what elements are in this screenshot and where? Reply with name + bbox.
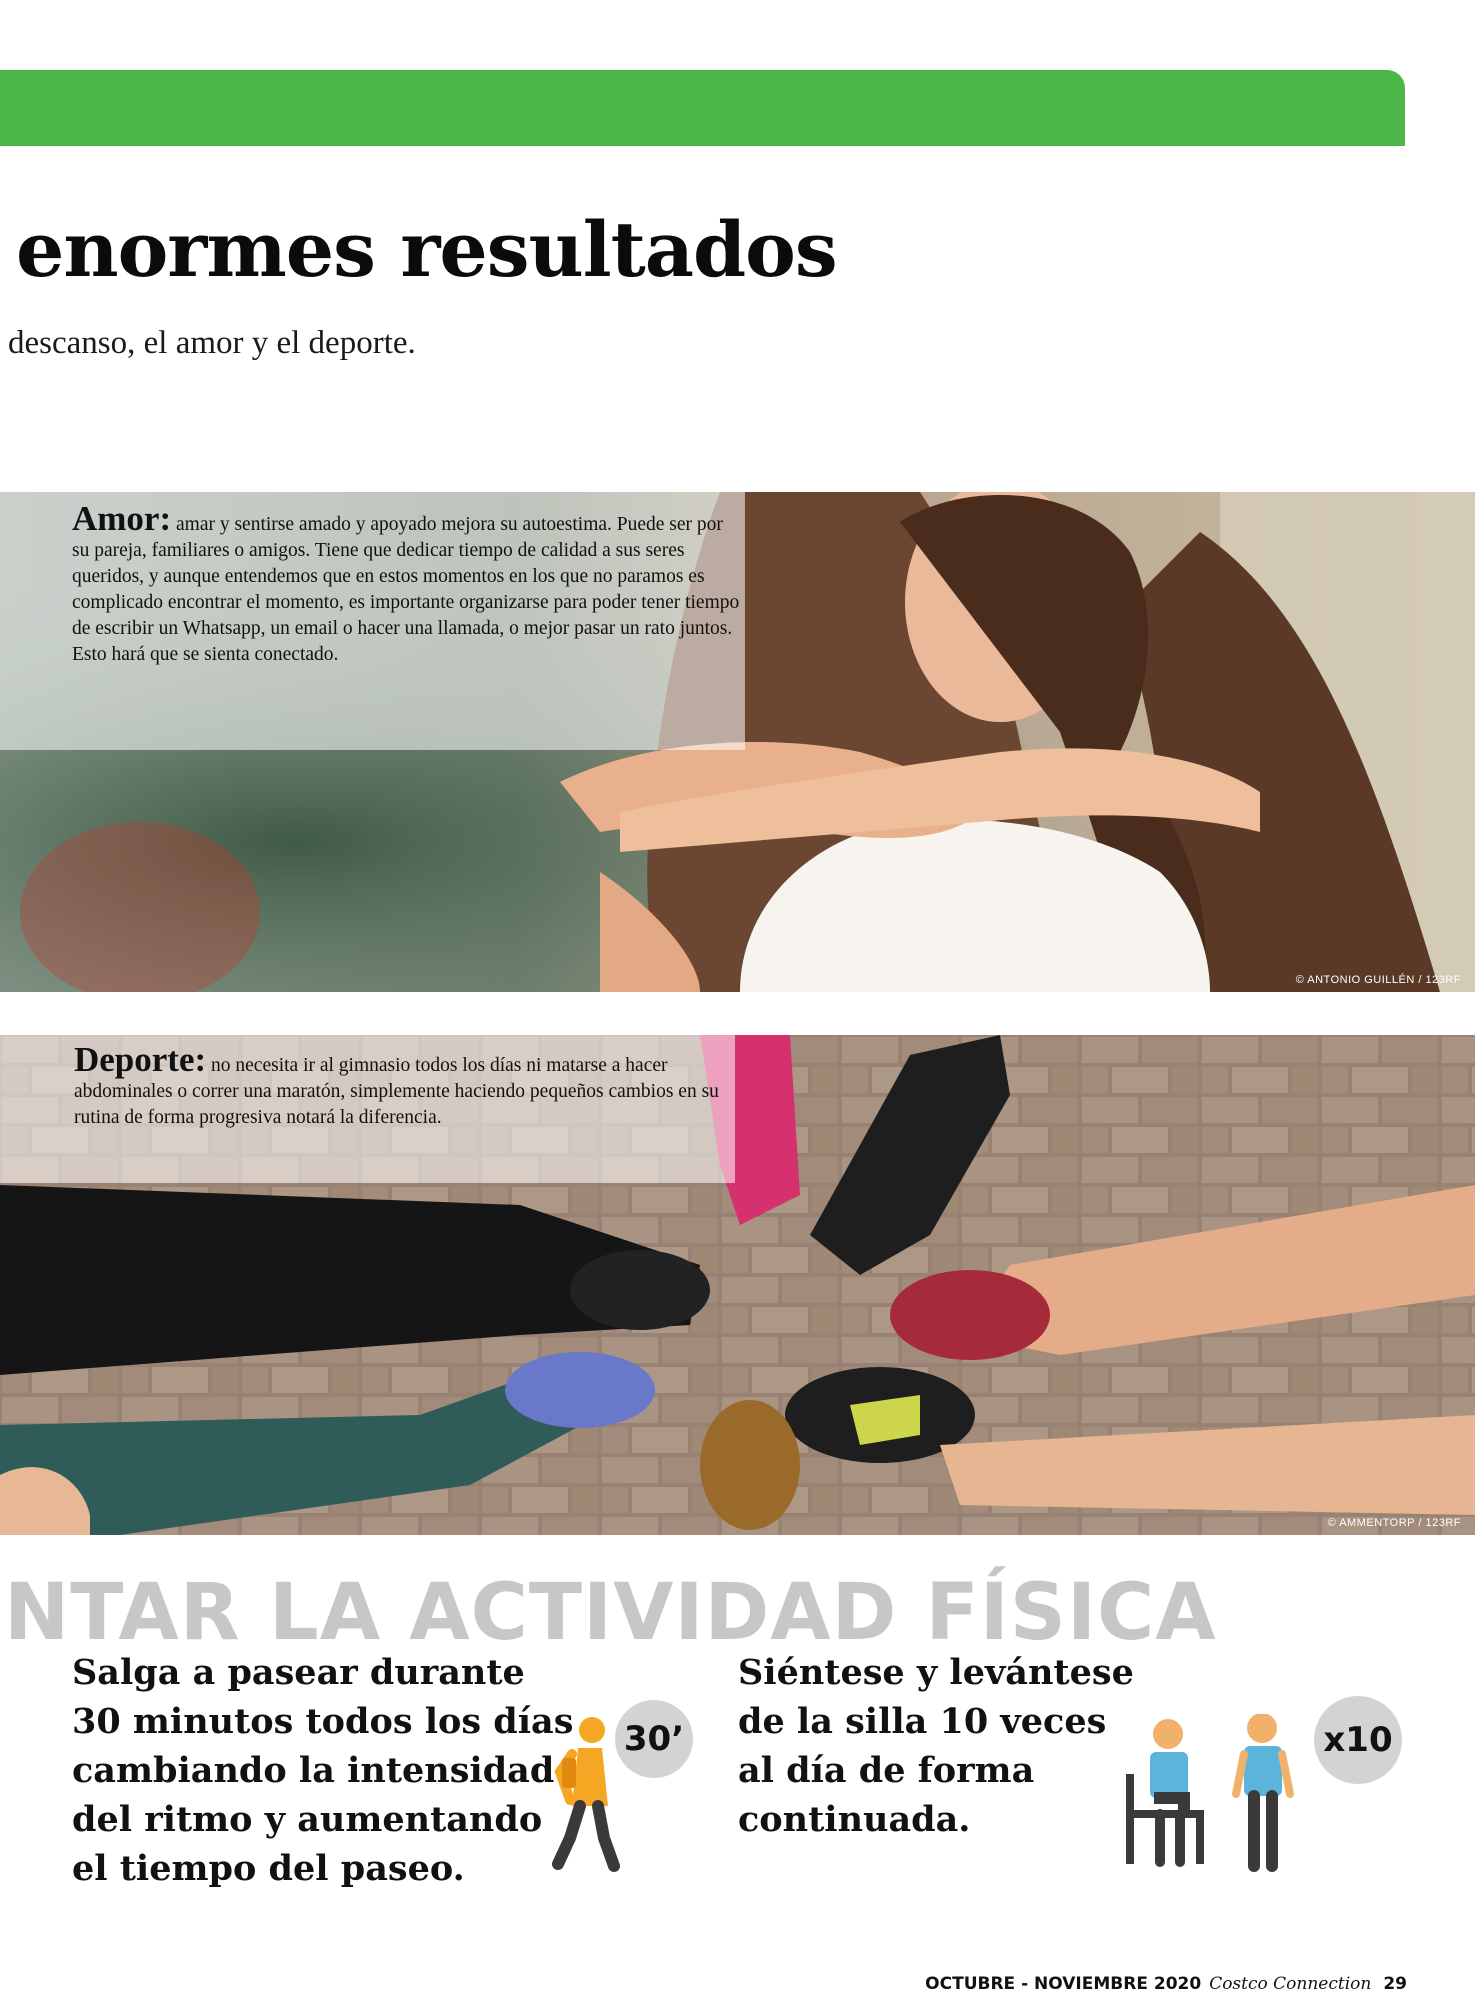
deporte-photo	[0, 1035, 1475, 1535]
footer-magazine: Costco Connection	[1209, 1974, 1372, 1994]
amor-lead: Amor:	[72, 499, 172, 538]
green-header-bar	[0, 70, 1405, 146]
footer-date: OCTUBRE - NOVIEMBRE 2020	[925, 1974, 1202, 1994]
tip-chair-text: Siéntese y levántese de la silla 10 veces al día de forma continuada.	[738, 1652, 1134, 1840]
page-subhead: descanso, el amor y el deporte.	[8, 325, 416, 361]
amor-photo	[0, 492, 1475, 992]
amor-body: amar y sentirse amado y apoyado mejora su autoestima. Puede ser por su pareja, familiares o amigos. Tiene que dedicar tiempo de calidad a sus seres queridos, y aunque entendemos que en estos momentos en los que no paramos es complicado encontrar el momento, es importante organizarse para poder tener tiempo de escribir un Whatsapp, un email o hacer una llamada, o mejor pasar un rato juntos. Esto hará que se sienta conectado.	[72, 514, 740, 665]
deporte-body: no necesita ir al gimnasio todos los días ni matarse a hacer abdominales o correr una maratón, simplemente haciendo pequeños cambios en su rutina de forma progresiva notará la diferencia.	[74, 1055, 719, 1128]
page-footer	[925, 1974, 1407, 1994]
deporte-lead: Deporte:	[74, 1040, 207, 1079]
sit-stand-icon	[1120, 1714, 1310, 1874]
amor-text-overlay	[0, 492, 745, 750]
amor-photo-credit: © ANTONIO GUILLÉN / 123RF	[1295, 974, 1461, 986]
page-number: 29	[1383, 1974, 1407, 1994]
deporte-photo-credit: © AMMENTORP / 123RF	[1327, 1517, 1461, 1529]
tip-walk-text: Salga a pasear durante 30 minutos todos los días cambiando la intensidad del ritmo y aumentando el tiempo del paseo.	[72, 1652, 574, 1889]
deporte-text-overlay	[0, 1035, 735, 1183]
tip-walk-badge: 30’	[615, 1700, 693, 1778]
page-headline: enormes resultados	[16, 205, 837, 294]
tip-chair-badge: x10	[1314, 1696, 1402, 1784]
section-title: NTAR LA ACTIVIDAD FÍSICA	[4, 1568, 1217, 1658]
